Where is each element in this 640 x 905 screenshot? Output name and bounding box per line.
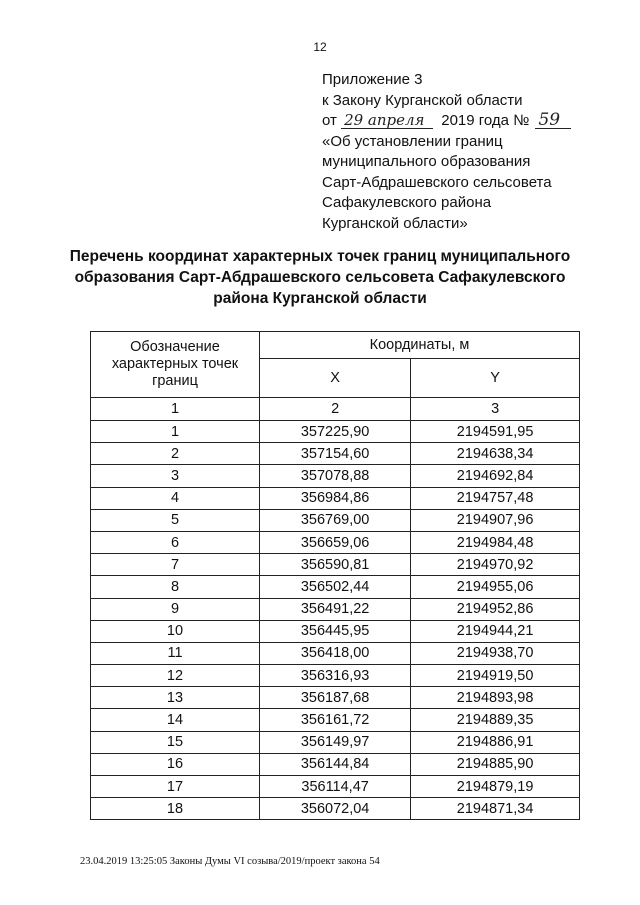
table-row: [91, 465, 580, 487]
point-number-cell: 9: [91, 598, 260, 620]
law-title-line3: Сарт-Абдрашевского сельсовета: [322, 173, 552, 191]
point-number-cell: 16: [91, 753, 260, 775]
x-coordinate-cell: 356445,95: [260, 620, 411, 642]
document-title: [60, 246, 580, 309]
column-number-3: 3: [411, 398, 580, 421]
title-line1: Перечень координат характерных точек границ муниципального: [69, 248, 571, 265]
y-coordinate-cell: 2194955,06: [411, 576, 580, 598]
point-number-cell: 12: [91, 665, 260, 687]
footer-file-path: 23.04.2019 13:25:05 Законы Думы VI созыва/2019/проект закона 54: [80, 856, 380, 867]
x-coordinate-cell: 356072,04: [260, 798, 411, 820]
table-row: [91, 531, 580, 553]
y-coordinate-cell: 2194885,90: [411, 753, 580, 775]
y-coordinate-cell: 2194952,86: [411, 598, 580, 620]
x-coordinate-cell: 356418,00: [260, 642, 411, 664]
x-coordinate-cell: 356144,84: [260, 753, 411, 775]
y-coordinate-cell: 2194879,19: [411, 776, 580, 798]
table-row: [91, 620, 580, 642]
law-title-line5: Курганской области»: [322, 214, 468, 232]
x-coordinate-cell: 357225,90: [260, 421, 411, 443]
y-coordinate-cell: 2194984,48: [411, 531, 580, 553]
law-title-line2: муниципального образования: [322, 153, 531, 170]
appendix-block: [322, 70, 571, 234]
point-number-cell: 4: [91, 487, 260, 509]
point-number-cell: 7: [91, 554, 260, 576]
point-number-cell: 15: [91, 731, 260, 753]
law-title-line4: Сафакулевского района: [322, 194, 492, 211]
year-text: 2019 года №: [441, 112, 530, 129]
x-coordinate-cell: 356316,93: [260, 665, 411, 687]
table-row: [91, 576, 580, 598]
x-coordinate-cell: 356149,97: [260, 731, 411, 753]
y-coordinate-cell: 2194944,21: [411, 620, 580, 642]
page-number: 12: [313, 40, 327, 54]
title-line2: образования Сарт-Абдрашевского сельсовета Сафакулевского: [74, 269, 566, 286]
table-row: [91, 776, 580, 798]
coordinates-table: [90, 331, 580, 820]
y-coordinate-cell: 2194591,95: [411, 421, 580, 443]
x-coordinate-cell: 356502,44: [260, 576, 411, 598]
y-coordinate-cell: 2194970,92: [411, 554, 580, 576]
table-row: [91, 731, 580, 753]
date-prefix: от: [322, 112, 337, 129]
appendix-title: Приложение 3: [322, 71, 423, 88]
x-coordinate-cell: 356769,00: [260, 509, 411, 531]
point-number-cell: 14: [91, 709, 260, 731]
point-number-cell: 18: [91, 798, 260, 820]
table-row: [91, 598, 580, 620]
table-row: [91, 687, 580, 709]
x-coordinate-cell: 356659,06: [260, 531, 411, 553]
x-coordinate-cell: 356187,68: [260, 687, 411, 709]
points-header: Обозначение характерных точек границ: [91, 332, 260, 398]
y-coordinate-cell: 2194893,98: [411, 687, 580, 709]
x-header: X: [260, 359, 411, 398]
x-coordinate-cell: 357078,88: [260, 465, 411, 487]
point-number-cell: 13: [91, 687, 260, 709]
x-coordinate-cell: 356590,81: [260, 554, 411, 576]
x-coordinate-cell: 356114,47: [260, 776, 411, 798]
point-number-cell: 10: [91, 620, 260, 642]
table-row: [91, 443, 580, 465]
y-coordinate-cell: 2194692,84: [411, 465, 580, 487]
y-header: Y: [411, 359, 580, 398]
table-row: [91, 709, 580, 731]
point-number-cell: 11: [91, 642, 260, 664]
table-row: [91, 487, 580, 509]
table-row: [91, 642, 580, 664]
point-number-cell: 17: [91, 776, 260, 798]
x-coordinate-cell: 356161,72: [260, 709, 411, 731]
y-coordinate-cell: 2194907,96: [411, 509, 580, 531]
x-coordinate-cell: 356984,86: [260, 487, 411, 509]
y-coordinate-cell: 2194889,35: [411, 709, 580, 731]
coordinates-header: Координаты, м: [260, 332, 580, 359]
point-number-cell: 8: [91, 576, 260, 598]
x-coordinate-cell: 356491,22: [260, 598, 411, 620]
table-row: [91, 753, 580, 775]
y-coordinate-cell: 2194871,34: [411, 798, 580, 820]
appendix-law-ref: к Закону Курганской области: [322, 91, 523, 109]
y-coordinate-cell: 2194886,91: [411, 731, 580, 753]
handwritten-law-number: 59: [535, 113, 571, 129]
point-number-cell: 2: [91, 443, 260, 465]
y-coordinate-cell: 2194919,50: [411, 665, 580, 687]
table-row: [91, 798, 580, 820]
x-coordinate-cell: 357154,60: [260, 443, 411, 465]
point-number-cell: 6: [91, 531, 260, 553]
column-number-2: 2: [260, 398, 411, 421]
point-number-cell: 1: [91, 421, 260, 443]
appendix-date-line: [322, 111, 571, 132]
title-line3: района Курганской области: [213, 290, 427, 307]
table-row: [91, 554, 580, 576]
column-number-1: 1: [91, 398, 260, 421]
table-row: [91, 665, 580, 687]
point-number-cell: 5: [91, 509, 260, 531]
handwritten-date: 29 апреля: [341, 113, 433, 129]
y-coordinate-cell: 2194757,48: [411, 487, 580, 509]
law-title-line1: «Об установлении границ: [322, 132, 503, 150]
table-row: [91, 421, 580, 443]
table-row: [91, 509, 580, 531]
y-coordinate-cell: 2194638,34: [411, 443, 580, 465]
point-number-cell: 3: [91, 465, 260, 487]
y-coordinate-cell: 2194938,70: [411, 642, 580, 664]
